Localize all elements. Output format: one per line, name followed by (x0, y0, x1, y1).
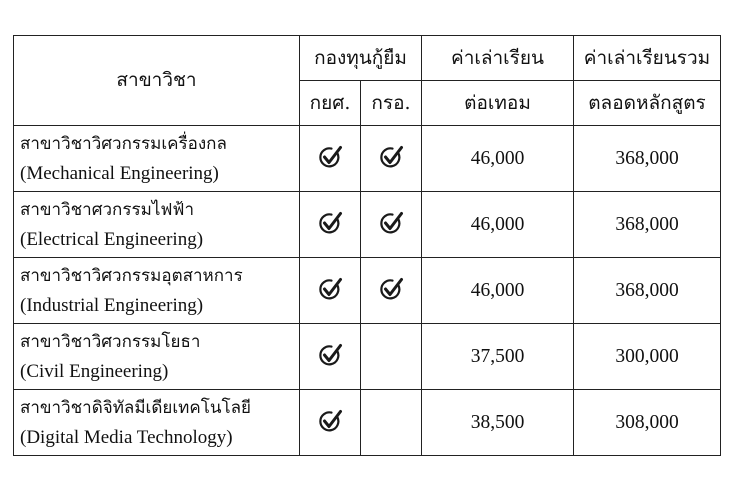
table-row (14, 390, 721, 456)
check-circle-icon (317, 287, 343, 306)
fee-total-cell: 368,000 (574, 192, 721, 258)
program-column-header: สาขาวิชา (14, 36, 300, 126)
fee-total-header-line1: ค่าเล่าเรียนรวม (574, 36, 721, 81)
header-row-1 (14, 36, 721, 81)
program-cell (14, 192, 300, 258)
program-name-en: (Industrial Engineering) (20, 294, 204, 316)
fee-per-term-header-line1: ค่าเล่าเรียน (422, 36, 574, 81)
check-circle-icon (317, 353, 343, 372)
fee-total-cell: 368,000 (574, 258, 721, 324)
table-row (14, 258, 721, 324)
fee-per-term-cell: 46,000 (422, 126, 574, 192)
check-circle-icon (317, 221, 343, 240)
kro-cell (361, 390, 422, 456)
fee-per-term-cell: 37,500 (422, 324, 574, 390)
fee-total-cell: 368,000 (574, 126, 721, 192)
program-name-en: (Mechanical Engineering) (20, 162, 219, 184)
table-row (14, 324, 721, 390)
program-name-en: (Digital Media Technology) (20, 426, 233, 448)
check-circle-icon (378, 155, 404, 174)
fee-total-header-line2: ตลอดหลักสูตร (574, 81, 721, 126)
check-circle-icon (378, 221, 404, 240)
fee-per-term-cell: 38,500 (422, 390, 574, 456)
loan-fund-kys-header: กยศ. (300, 81, 361, 126)
tuition-fee-table (13, 35, 721, 456)
kys-cell (300, 324, 361, 390)
program-cell (14, 390, 300, 456)
kro-cell (361, 126, 422, 192)
program-name-th: สาขาวิชาวิศวกรรมโยธา (20, 331, 201, 352)
program-name-th: สาขาวิชาดิจิทัลมีเดียเทคโนโลยี (20, 397, 252, 418)
program-cell (14, 324, 300, 390)
program-name-th: สาขาวิชาศวกรรมไฟฟ้า (20, 199, 194, 220)
program-name-en: (Electrical Engineering) (20, 228, 204, 250)
loan-fund-kro-header: กรอ. (361, 81, 422, 126)
table-row (14, 126, 721, 192)
fee-total-cell: 308,000 (574, 390, 721, 456)
kys-cell (300, 258, 361, 324)
kys-cell (300, 126, 361, 192)
fee-per-term-cell: 46,000 (422, 192, 574, 258)
fee-total-cell: 300,000 (574, 324, 721, 390)
kys-cell (300, 390, 361, 456)
check-circle-icon (317, 155, 343, 174)
kro-cell (361, 192, 422, 258)
loan-fund-group-header: กองทุนกู้ยืม (300, 36, 422, 81)
program-cell (14, 126, 300, 192)
check-circle-icon (317, 419, 343, 438)
fee-per-term-header-line2: ต่อเทอม (422, 81, 574, 126)
program-name-th: สาขาวิชาวิศวกรรมอุตสาหการ (20, 265, 243, 286)
table-body (14, 126, 721, 456)
kro-cell (361, 258, 422, 324)
kro-cell (361, 324, 422, 390)
program-cell (14, 258, 300, 324)
kys-cell (300, 192, 361, 258)
table-row (14, 192, 721, 258)
fee-per-term-cell: 46,000 (422, 258, 574, 324)
program-name-th: สาขาวิชาวิศวกรรมเครื่องกล (20, 133, 227, 154)
check-circle-icon (378, 287, 404, 306)
program-name-en: (Civil Engineering) (20, 360, 169, 382)
